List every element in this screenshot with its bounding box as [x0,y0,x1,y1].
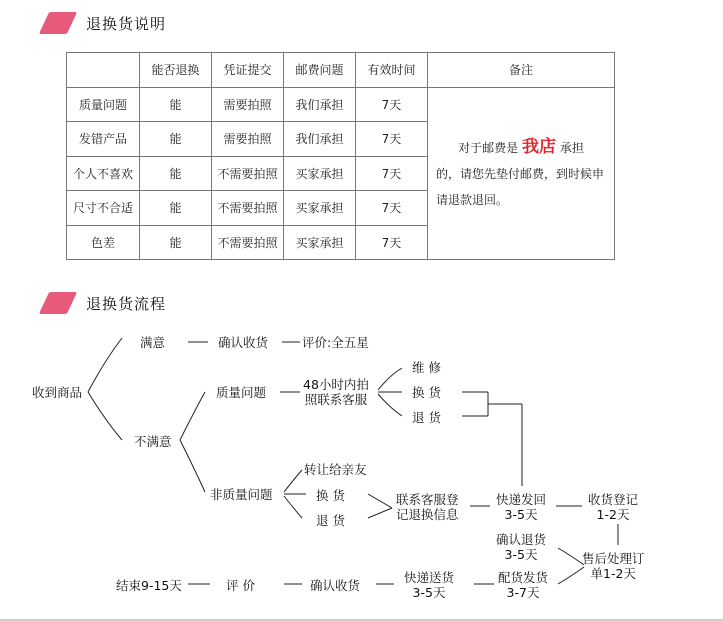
flow-express-back [496,492,546,522]
table-cell: 7天 [356,156,428,191]
table-cell: 尺寸不合适 [67,191,140,226]
shop-highlight: 我店 [522,136,556,157]
flow-photo-48h [303,377,369,407]
table-cell: 买家承担 [284,156,356,191]
table-cell: 需要拍照 [212,87,284,122]
table-header: 凭证提交 [212,53,284,88]
flow-text-line: 1-2天 [596,507,630,522]
flow-gift: 转让给亲友 [304,462,367,477]
flow-exchange2: 换 货 [316,488,345,503]
flow-satisfied: 满意 [140,335,166,350]
flow-text-line: 48小时内拍 [303,377,369,392]
table-header: 有效时间 [356,53,428,88]
note-post: 承担 [559,140,584,155]
connector-line [180,392,205,440]
table-cell: 不需要拍照 [212,191,284,226]
note-pre: 对于邮费是 [458,140,519,155]
flow-text-line: 快递送货 [404,570,455,585]
flow-text-line: 3-7天 [506,585,540,600]
table-cell: 买家承担 [284,225,356,260]
section-title: 退换货流程 [86,294,167,313]
connector-line [378,368,402,390]
flow-repair: 维 修 [412,360,441,375]
connector-line [180,440,205,492]
flow-text-line: 记退换信息 [396,507,459,522]
connector-line [368,494,392,508]
connector-line [284,496,302,518]
connector-line [284,470,302,492]
table-cell: 能 [140,225,212,260]
flow-non-quality: 非质量问题 [210,487,273,502]
flow-express-send [404,570,454,600]
flow-confirm-receipt: 确认收货 [218,335,269,350]
flow-aftersale [582,551,645,581]
table-cell: 个人不喜欢 [67,156,140,191]
connector-line [88,338,122,392]
flow-cs-register [396,492,459,522]
flow-receive: 收到商品 [32,385,83,400]
flow-rate: 评 价 [226,578,255,593]
table-cell: 发错产品 [67,122,140,157]
table-cell: 能 [140,191,212,226]
flow-text-line: 配货发货 [498,570,549,585]
flow-text-line: 3-5天 [504,507,538,522]
flow-text-line: 快递发回 [496,492,547,507]
connector-line [558,567,584,584]
flow-confirm-receipt2: 确认收货 [310,578,361,593]
table-cell: 能 [140,122,212,157]
table-cell: 不需要拍照 [212,225,284,260]
table-cell: 质量问题 [67,87,140,122]
table-cell: 我们承担 [284,87,356,122]
flow-return: 退 货 [412,410,441,425]
flow-quality-issue: 质量问题 [216,385,267,400]
table-cell: 不需要拍照 [212,156,284,191]
table-header: 邮费问题 [284,53,356,88]
flow-receive-register [588,492,638,522]
flow-text-line: 3-5天 [412,585,446,600]
table-cell: 7天 [356,122,428,157]
note-rest: 的，请您先垫付邮费，到时候申请退款退回。 [436,166,605,207]
flow-text-line: 照联系客服 [304,392,368,407]
flow-text-line: 确认退货 [496,532,547,547]
table-cell: 7天 [356,87,428,122]
flow-unsatisfied: 不满意 [134,434,172,449]
connector-line [558,548,584,565]
flow-text-line: 3-5天 [504,547,538,562]
table-cell: 我们承担 [284,122,356,157]
flow-text-line: 联系客服登 [396,492,459,507]
flow-ship [498,570,548,600]
flow-text-line: 单1-2天 [590,566,636,581]
table-cell: 色差 [67,225,140,260]
table-cell: 7天 [356,225,428,260]
table-cell: 7天 [356,191,428,226]
connector-line [88,392,122,440]
flow-return2: 退 货 [316,513,345,528]
table-header: 能否退换 [140,53,212,88]
table-header: 备注 [428,53,615,88]
table-cell: 需要拍照 [212,122,284,157]
table-cell: 能 [140,156,212,191]
flow-end: 结束9-15天 [116,578,182,593]
flow-text-line: 售后处理订 [582,551,645,566]
flow-confirm-return [496,532,546,562]
flow-text-line: 收货登记 [588,492,639,507]
section-title: 退换货说明 [86,14,167,33]
table-cell: 能 [140,87,212,122]
connector-line [368,508,392,518]
flow-rate-full: 评价:全五星 [302,335,369,350]
table-cell: 买家承担 [284,191,356,226]
connector-line [378,394,402,416]
flow-exchange: 换 货 [412,385,441,400]
